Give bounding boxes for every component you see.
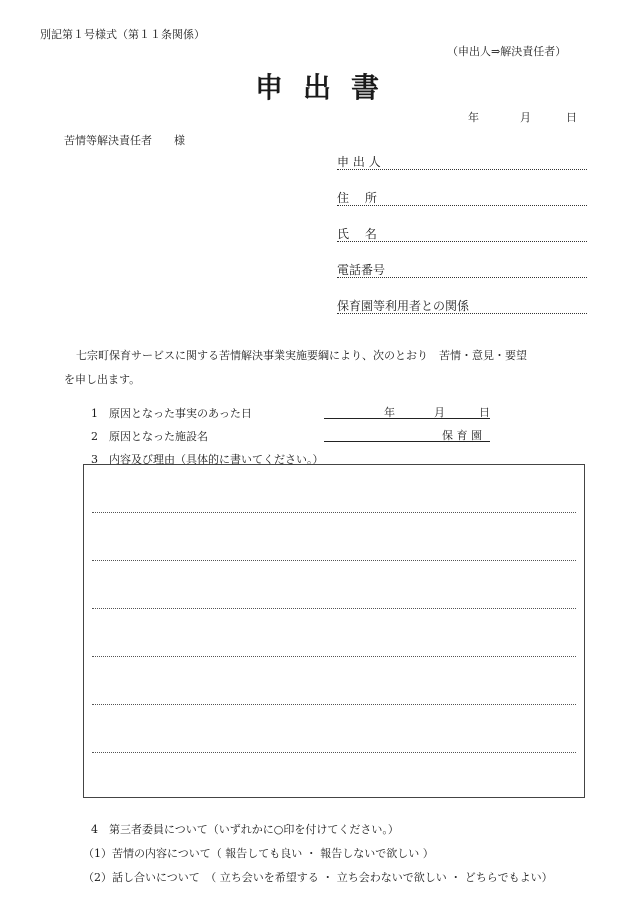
applicant-field[interactable] — [337, 153, 587, 170]
submission-route: （申出人⇒解決責任者） — [447, 45, 567, 58]
option-report-complaint[interactable]: （1）苦情の内容について（ 報告しても良い ・ 報告しないで欲しい ） — [83, 847, 434, 860]
facility-name-field[interactable] — [324, 426, 490, 442]
incident-date-field[interactable] — [324, 403, 490, 419]
applicant-label: 申 出 人 — [337, 155, 381, 169]
intro-line-1: 七宗町保育サービスに関する苦情解決事業実施要綱により、次のとおり 苦情・意見・要望 — [76, 349, 527, 362]
relationship-field[interactable] — [337, 297, 587, 314]
writing-line — [92, 752, 576, 753]
incident-day-label: 日 — [479, 406, 490, 419]
item-4-label: 4 第三者委員について（いずれかに○印を付けてください。） — [91, 823, 399, 836]
item-1-label: 1 原因となった事実のあった日 — [91, 407, 252, 420]
phone-field[interactable] — [337, 261, 587, 278]
writing-line — [92, 560, 576, 561]
option-meeting-attendance[interactable]: （2）話し合いについて （ 立ち会いを希望する ・ 立ち会わないで欲しい ・ どちらでもよい） — [83, 871, 553, 884]
item-3-label: 3 内容及び理由（具体的に書いてください。） — [91, 453, 324, 466]
relationship-label: 保育園等利用者との関係 — [337, 299, 470, 313]
content-reason-box[interactable] — [83, 464, 585, 798]
form-number: 別記第１号様式（第１１条関係） — [40, 28, 205, 41]
address-label: 住 所 — [337, 191, 377, 205]
incident-month-label: 月 — [434, 406, 445, 419]
writing-line — [92, 608, 576, 609]
page-title: 申出書 — [255, 71, 400, 104]
name-field[interactable] — [337, 225, 587, 242]
phone-label: 電話番号 — [337, 263, 386, 277]
item-2-label: 2 原因となった施設名 — [91, 430, 208, 443]
date-year-label: 年 — [468, 111, 479, 124]
addressee: 苦情等解決責任者 様 — [64, 134, 185, 147]
writing-line — [92, 512, 576, 513]
date-month-label: 月 — [520, 111, 531, 124]
name-label: 氏 名 — [337, 227, 377, 241]
facility-suffix: 保 育 園 — [442, 429, 482, 442]
address-field[interactable] — [337, 189, 587, 206]
intro-line-2: を申し出ます。 — [64, 373, 141, 386]
incident-year-label: 年 — [384, 406, 395, 419]
writing-line — [92, 704, 576, 705]
writing-line — [92, 656, 576, 657]
date-day-label: 日 — [566, 111, 577, 124]
